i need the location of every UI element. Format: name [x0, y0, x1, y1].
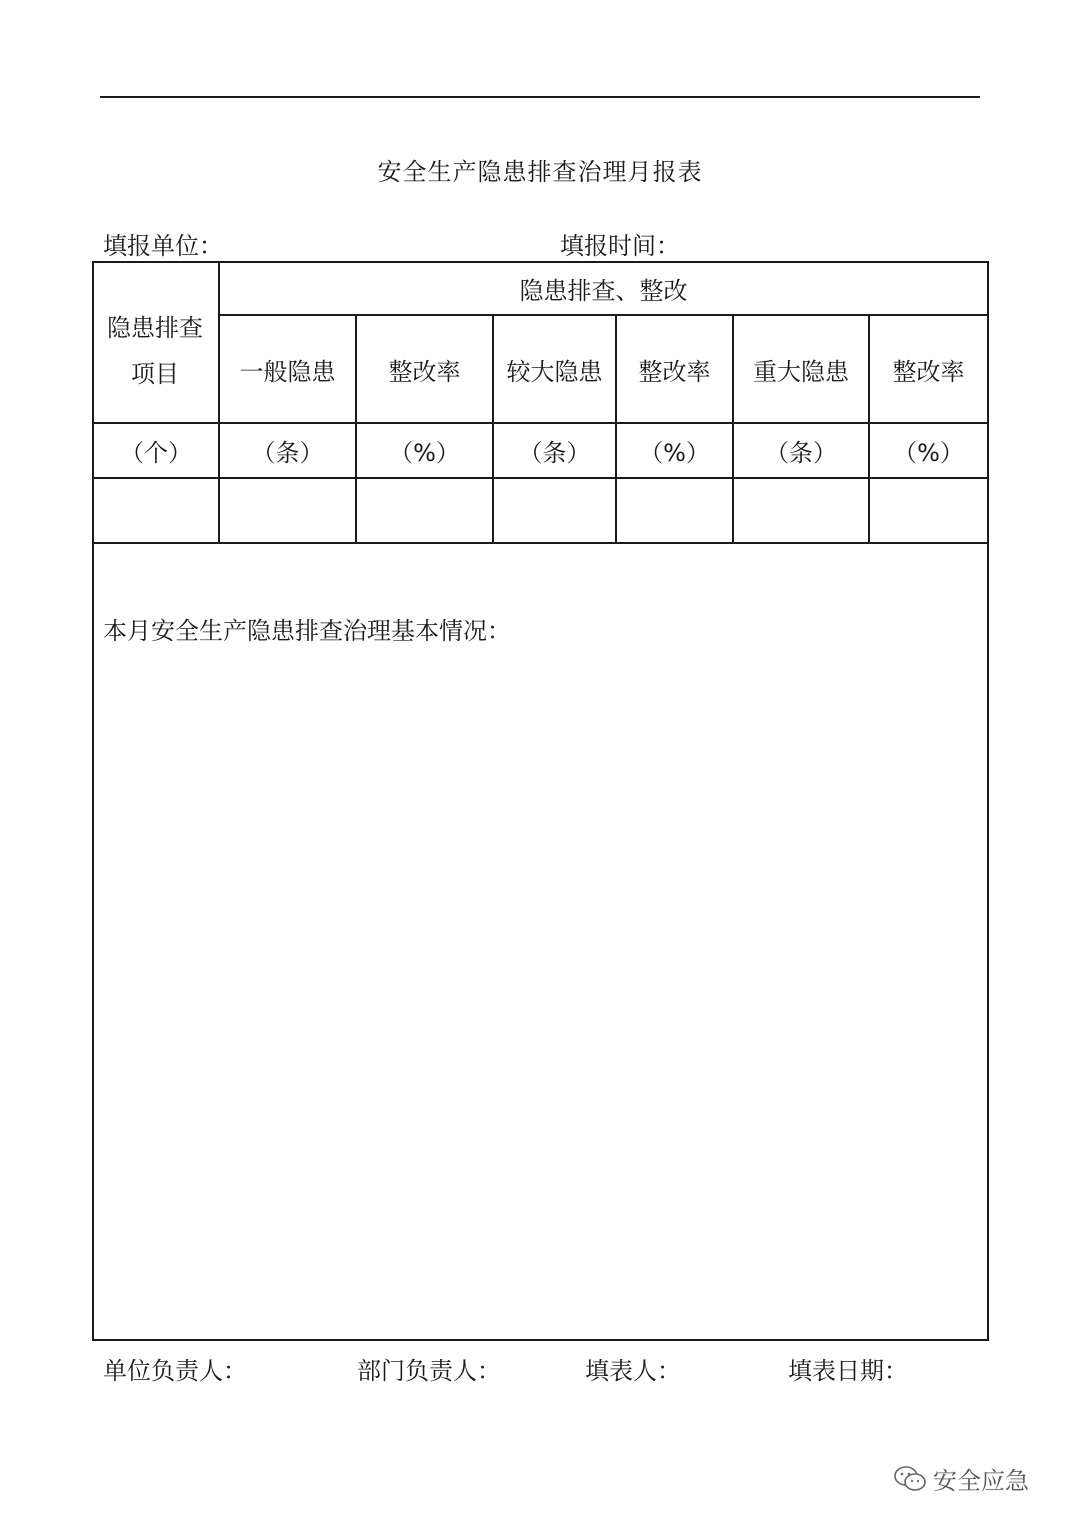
unit-cell: （个）: [120, 439, 192, 467]
data-bottom-line: [92, 542, 989, 544]
data-cell[interactable]: [734, 479, 868, 542]
col-header-rate: 整改率: [638, 357, 711, 386]
page-title: 安全生产隐患排查治理月报表: [377, 158, 703, 186]
col-header-rate: 整改率: [388, 357, 461, 386]
col-header-major: 较大隐患: [506, 357, 603, 386]
unit-cell: （条）: [518, 439, 591, 467]
time-label: 填报时间：: [560, 232, 680, 260]
unit-cell: （%）: [893, 439, 964, 467]
table-border-bottom: [92, 1339, 989, 1341]
table-border-left: [92, 261, 94, 1341]
top-rule: [100, 96, 980, 98]
unit-cell: （条）: [251, 439, 324, 467]
col-header-general: 一般隐患: [239, 357, 336, 386]
table-border-right: [987, 261, 989, 1341]
unit-head-label: 单位负责人：: [103, 1357, 247, 1385]
data-cell[interactable]: [220, 479, 355, 542]
data-cell[interactable]: [870, 479, 987, 542]
unit-label: 填报单位：: [103, 232, 223, 260]
col-header-severe: 重大隐患: [753, 357, 849, 386]
unit-cell: （条）: [765, 439, 837, 467]
watermark-text: 安全应急: [933, 1467, 1029, 1495]
data-cell[interactable]: [94, 479, 218, 542]
summary-label: 本月安全生产隐患排查治理基本情况：: [103, 617, 511, 645]
fill-date-label: 填表日期：: [788, 1357, 908, 1385]
group-header: 隐患排查、整改: [519, 277, 688, 305]
filler-label: 填表人：: [585, 1357, 681, 1385]
data-cell[interactable]: [494, 479, 615, 542]
unit-cell: （%）: [639, 439, 710, 467]
data-cell[interactable]: [357, 479, 492, 542]
wechat-icon: [893, 1464, 927, 1494]
col-header-rate: 整改率: [892, 357, 965, 386]
watermark: [893, 1461, 1029, 1496]
unit-cell: （%）: [389, 439, 460, 467]
data-cell[interactable]: [617, 479, 732, 542]
dept-head-label: 部门负责人：: [357, 1357, 501, 1385]
item-header: 隐患排查项目: [107, 314, 203, 388]
report-table: [92, 261, 989, 1341]
